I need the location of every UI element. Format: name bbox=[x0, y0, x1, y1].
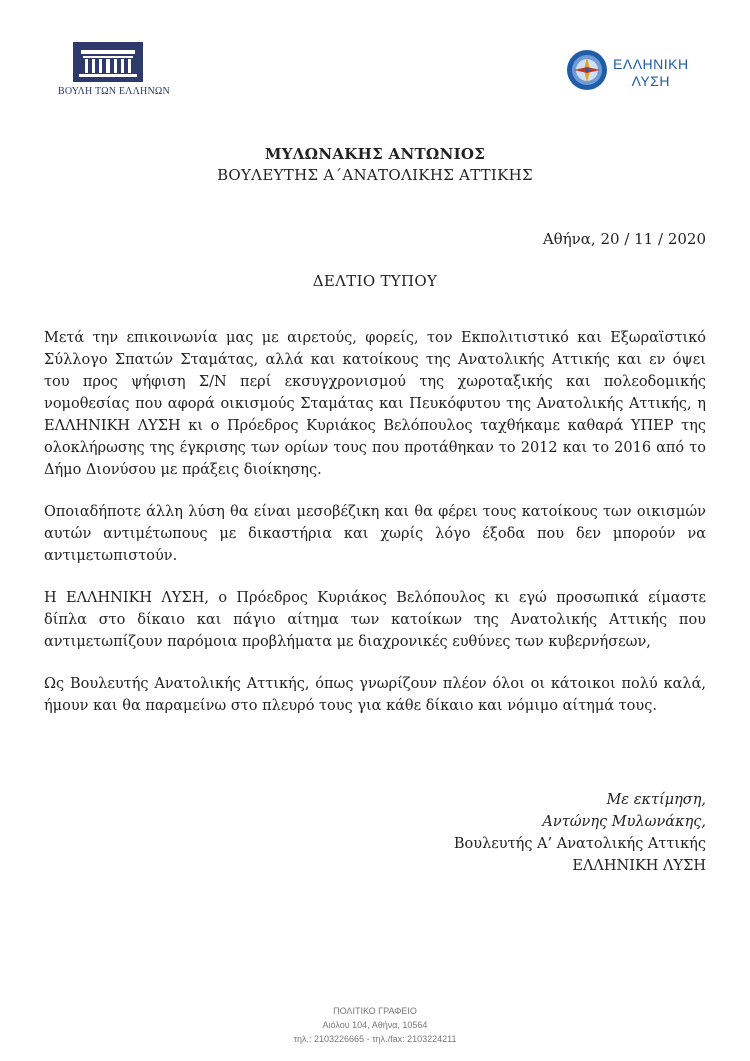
party-logo-line2: ΛΥΣΗ bbox=[631, 73, 671, 89]
document-body bbox=[44, 327, 706, 737]
body-paragraph: Η ΕΛΛΗΝΙΚΗ ΛΥΣΗ, ο Πρόεδρος Κυριάκος Βελόπουλος κι εγώ προσωπικά είμαστε δίπλα στο δίκαιο και πάγιο αίτημα των κατοίκων της Ανατολικής Αττικής που αντιμετωπίζουν παρόμοια προβλήματα με διαχρονικές ευθύνες των κυβερνήσεων, bbox=[44, 590, 706, 650]
parliament-building-icon bbox=[73, 42, 143, 82]
mp-name-heading: ΜΥΛΩΝΑΚΗΣ ΑΝΤΩΝΙΟΣ bbox=[264, 145, 486, 163]
footer-address: Αιόλου 104, Αθήνα, 10564 bbox=[322, 1020, 428, 1030]
signature-party: ΕΛΛΗΝΙΚΗ ΛΥΣΗ bbox=[572, 858, 706, 874]
party-logo bbox=[565, 48, 715, 98]
parliament-logo bbox=[58, 42, 170, 97]
parliament-caption: ΒΟΥΛΗ ΤΩΝ ΕΛΛΗΝΩΝ bbox=[58, 86, 170, 97]
signature-closing: Με εκτίμηση, bbox=[606, 792, 706, 808]
body-paragraph: Ως Βουλευτής Ανατολικής Αττικής, όπως γνωρίζουν πλέον όλοι οι κάτοικοι πολύ καλά, ήμουν και θα παραμείνω στο πλευρό τους για κάθε δίκαιο και νόμιμο αίτημά τους. bbox=[44, 676, 706, 714]
document-title: ΔΕΛΤΙΟ ΤΥΠΟΥ bbox=[312, 272, 438, 290]
signature-block bbox=[454, 789, 706, 877]
party-logo-text bbox=[613, 56, 689, 90]
compass-emblem-icon bbox=[565, 48, 609, 92]
signature-name: Αντώνης Μυλωνάκης, bbox=[542, 814, 706, 830]
mp-role-heading: ΒΟΥΛΕΥΤΗΣ Α΄ΑΝΑΤΟΛΙΚΗΣ ΑΤΤΙΚΗΣ bbox=[217, 166, 533, 184]
document-date: Αθήνα, 20 / 11 / 2020 bbox=[542, 230, 706, 248]
signature-role: Βουλευτής Α’ Ανατολικής Αττικής bbox=[453, 836, 706, 852]
body-paragraph: Μετά την επικοινωνία μας με αιρετούς, φορείς, τον Εκπολιτιστικό και Εξωραϊστικό Σύλλογο Σπατών Σταμάτας, αλλά και κατοίκους της Ανατολικής Αττικής και εν όψει του προς ψήφιση Σ/Ν περί εκσυγχρονισμού της χωροταξικής και πολεοδομικής νομοθεσίας που αφορά οικισμούς Σταμάτας και Πευκόφυτου της Ανατολικής Αττικής, η ΕΛΛΗΝΙΚΗ ΛΥΣΗ κι ο Πρόεδρος Κυριάκος Βελόπουλος ταχθήκαμε καθαρά ΥΠΕΡ της ολοκλήρωσης της έγκρισης των ορίων τους που προτάθηκαν το 2012 και το 2016 από το Δήμο Διονύσου με πράξεις διοίκησης. bbox=[44, 330, 706, 478]
footer bbox=[0, 1004, 750, 1046]
party-logo-line1: ΕΛΛΗΝΙΚΗ bbox=[613, 56, 689, 72]
footer-office: ΠΟΛΙΤΙΚΟ ΓΡΑΦΕΙΟ bbox=[333, 1006, 417, 1016]
footer-phones: τηλ.: 2103226665 - τηλ./fax: 2103224211 bbox=[293, 1034, 457, 1044]
body-paragraph: Οποιαδήποτε άλλη λύση θα είναι μεσοβέζικη και θα φέρει τους κατοίκους των οικισμών αυτών αντιμέτωπους με δικαστήρια και χωρίς λόγο έξοδα που δεν μπορούν να αντιμετωπιστούν. bbox=[44, 504, 706, 564]
